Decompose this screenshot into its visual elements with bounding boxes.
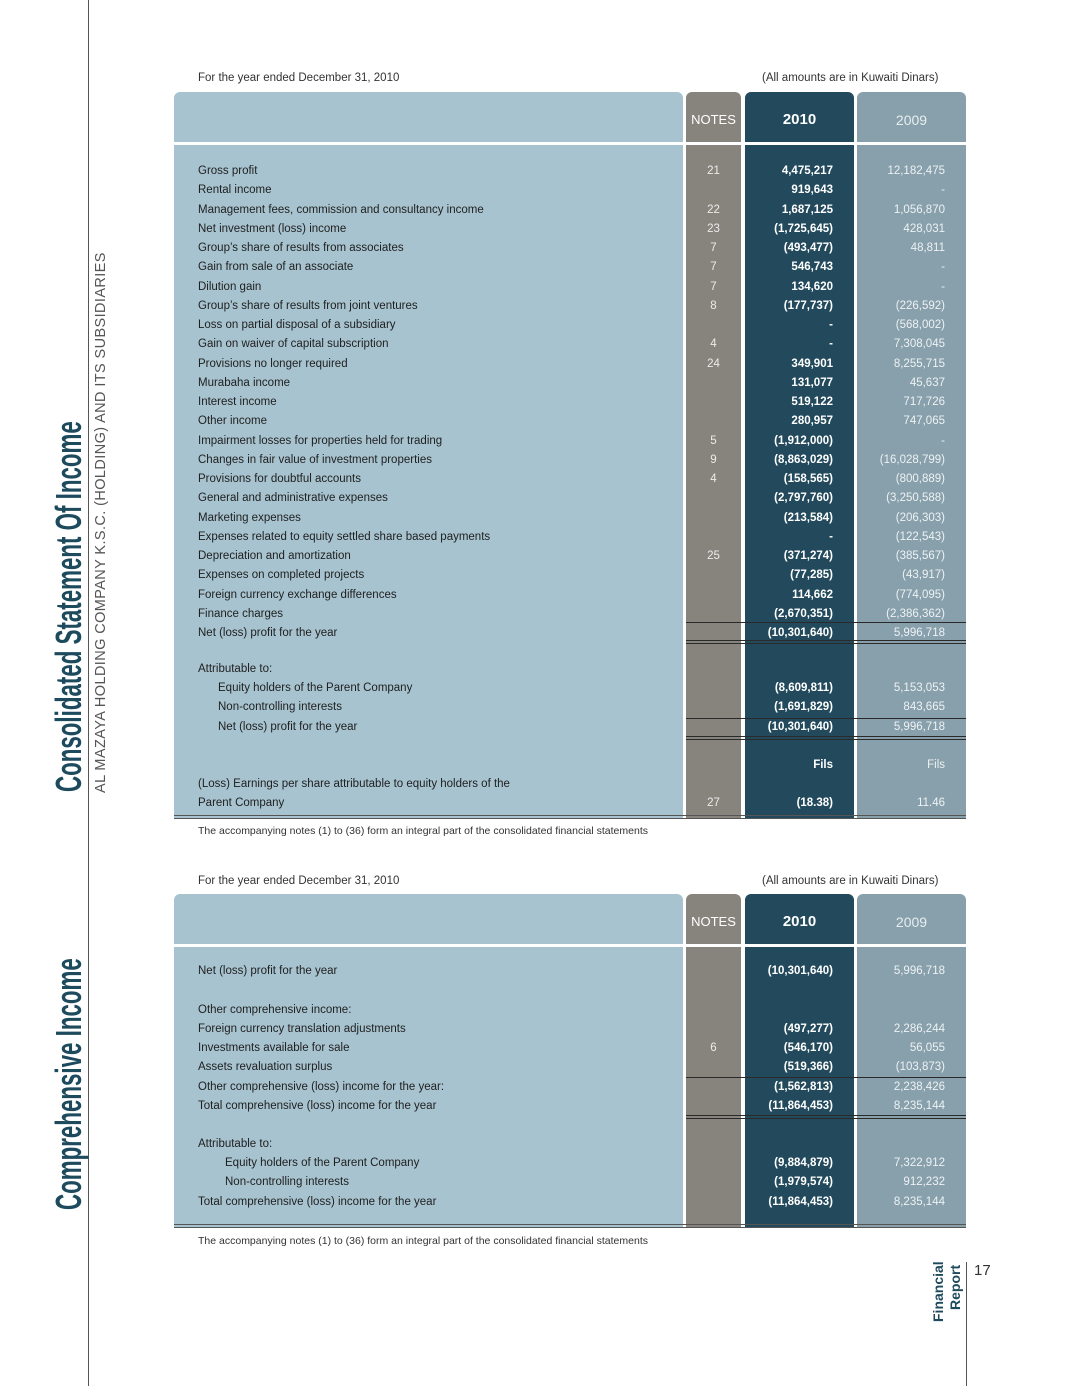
value-2009: (800,889) [895, 473, 945, 485]
value-2010: 519,122 [791, 396, 833, 408]
table-row [174, 258, 966, 277]
company-name: AL MAZAYA HOLDING COMPANY K.S.C. (HOLDING) AND ITS SUBSIDIARIES [93, 252, 109, 793]
statement-title: Consolidated Statement Of Income [48, 421, 89, 792]
total-double-rule [686, 640, 966, 644]
table-row [174, 547, 966, 566]
row-label: Gross profit [198, 165, 258, 177]
row-label: Net (loss) profit for the year [218, 720, 358, 733]
value-2010: - [829, 319, 833, 331]
attributable-label: Attributable to: [198, 1138, 273, 1150]
row-note: 5 [710, 434, 717, 447]
income-statement-table [174, 92, 966, 819]
eps-note: 27 [707, 797, 720, 809]
table-row [174, 1058, 966, 1077]
row-label: General and administrative expenses [198, 492, 388, 505]
value-2009: - [941, 261, 945, 274]
value-2009: 56,055 [909, 1042, 945, 1055]
value-2010: (519,366) [783, 1061, 833, 1074]
net-profit-2010: (10,301,640) [767, 965, 833, 977]
comprehensive-title: Comprehensive Income [48, 958, 89, 1210]
table-row [174, 1001, 966, 1020]
value-2009: (385,567) [895, 550, 945, 562]
table-row [174, 660, 966, 679]
value-2010: (1,979,574) [774, 1176, 833, 1189]
table-row [174, 1193, 966, 1212]
value-2010: (11,864,453) [768, 1195, 833, 1208]
table-row [174, 1020, 966, 1039]
row-label: Net investment (loss) income [198, 222, 347, 235]
table-row [174, 432, 966, 451]
value-2010: - [829, 530, 833, 543]
value-2009: 8,255,715 [893, 357, 945, 370]
row-note: 23 [707, 222, 720, 235]
table-row [174, 586, 966, 605]
value-2010: 134,620 [791, 280, 833, 293]
value-2009: 7,308,045 [893, 338, 945, 351]
financial-label: Financial [930, 1261, 946, 1322]
header-separator [174, 944, 966, 947]
row-label: Investments available for sale [198, 1042, 350, 1055]
row-label: Gain from sale of an associate [198, 261, 354, 274]
eps-2010: (18.38) [796, 797, 833, 809]
income-currency-note: (All amounts are in Kuwaiti Dinars) [762, 72, 939, 84]
footer-divider [966, 1262, 967, 1386]
row-note: 4 [710, 473, 717, 485]
table-row [174, 509, 966, 528]
value-2010: (8,863,029) [774, 453, 833, 466]
value-2009: (43,917) [902, 569, 945, 582]
year-2010-header: 2010 [782, 111, 817, 128]
row-note: 7 [710, 261, 717, 274]
row-label: Provisions for doubtful accounts [198, 473, 362, 485]
value-2010: (158,565) [783, 473, 833, 485]
value-2009: 747,065 [903, 415, 945, 428]
table-row [174, 220, 966, 239]
value-2009: 1,056,870 [893, 203, 945, 216]
value-2009: (16,028,799) [879, 453, 945, 466]
table-row [174, 679, 966, 698]
row-note: 25 [707, 550, 720, 562]
row-note: 24 [707, 357, 720, 370]
table-row [174, 470, 966, 489]
row-label: Loss on partial disposal of a subsidiary [198, 319, 396, 331]
header-separator [174, 142, 966, 145]
comprehensive-period: For the year ended December 31, 2010 [198, 875, 400, 887]
comprehensive-currency-note: (All amounts are in Kuwaiti Dinars) [762, 875, 939, 887]
value-2009: 45,637 [909, 376, 945, 389]
subtotal-rule [686, 622, 966, 623]
table-row [174, 566, 966, 585]
row-label: Equity holders of the Parent Company [225, 1157, 420, 1169]
value-2010: (1,912,000) [774, 434, 833, 447]
notes-header: NOTES [691, 914, 736, 929]
value-2010: (8,609,811) [774, 682, 833, 694]
row-note: 7 [710, 280, 717, 293]
table-row [174, 1154, 966, 1173]
table-row [174, 718, 966, 737]
row-label: Foreign currency translation adjustments [198, 1023, 406, 1035]
value-2010: 1,687,125 [781, 203, 833, 216]
table-row [174, 605, 966, 624]
value-2010: (77,285) [790, 569, 833, 582]
value-2009: 5,996,718 [893, 720, 945, 733]
value-2010: 349,901 [791, 357, 833, 370]
value-2009: 48,811 [910, 242, 945, 254]
table-row [174, 489, 966, 508]
value-2010: 280,957 [791, 415, 833, 428]
table-row [174, 297, 966, 316]
table-row [174, 756, 966, 775]
row-label: Group’s share of results from associates [198, 242, 404, 254]
table-row [174, 451, 966, 470]
table-row [174, 393, 966, 412]
value-2010: (1,725,645) [774, 222, 833, 235]
table-bottom-rule [174, 1224, 966, 1228]
table-row [174, 335, 966, 354]
value-2010: (1,562,813) [774, 1080, 833, 1093]
fils-2009-label: Fils [927, 759, 945, 771]
table-bottom-rule [174, 815, 966, 819]
table-row [174, 278, 966, 297]
income-footnote: The accompanying notes (1) to (36) form an integral part of the consolidated financial statements [198, 825, 648, 837]
row-label: Total comprehensive (loss) income for the year [198, 1099, 437, 1112]
row-label: Group’s share of results from joint ventures [198, 299, 418, 312]
table-row [174, 1135, 966, 1154]
table-row [174, 181, 966, 200]
financial-report-label [928, 1262, 966, 1322]
value-2010: (1,691,829) [774, 701, 833, 714]
row-note: 22 [707, 203, 720, 216]
row-label: Foreign currency exchange differences [198, 588, 397, 601]
value-2010: (2,797,760) [774, 492, 833, 505]
value-2010: (213,584) [783, 511, 833, 524]
value-2010: (177,737) [783, 299, 833, 312]
table-row [174, 775, 966, 794]
value-2010: (546,170) [783, 1042, 833, 1055]
value-2009: (774,095) [895, 588, 945, 601]
row-label: Equity holders of the Parent Company [218, 682, 413, 694]
row-label: Dilution gain [198, 280, 262, 293]
value-2010: (11,864,453) [768, 1099, 833, 1112]
value-2009: 428,031 [903, 222, 945, 235]
total-double-rule [686, 1115, 966, 1119]
value-2009: - [941, 280, 945, 293]
value-2009: (568,002) [895, 319, 945, 331]
row-label: Impairment losses for properties held for trading [198, 434, 443, 447]
table-row [174, 1039, 966, 1058]
value-2009: (2,386,362) [886, 607, 945, 620]
table-row [174, 201, 966, 220]
value-2009: 2,286,244 [893, 1023, 945, 1035]
row-label: Total comprehensive (loss) income for the year [198, 1195, 437, 1208]
value-2010: 114,662 [792, 588, 833, 601]
year-2009-header: 2009 [895, 914, 928, 930]
value-2009: 717,726 [903, 396, 945, 408]
eps-label-line-2: Parent Company [198, 797, 285, 809]
row-label: Interest income [198, 396, 277, 408]
value-2009: (206,303) [895, 511, 945, 524]
row-label: Non-controlling interests [218, 701, 343, 714]
value-2009: 5,153,053 [893, 682, 945, 694]
table-row [174, 528, 966, 547]
value-2010: (10,301,640) [767, 720, 833, 733]
row-note: 6 [710, 1042, 717, 1055]
table-row [174, 1078, 966, 1097]
row-label: Assets revaluation surplus [198, 1061, 333, 1074]
value-2010: 546,743 [791, 261, 833, 274]
value-2010: (497,277) [783, 1023, 833, 1035]
table-row [174, 355, 966, 374]
comprehensive-footnote: The accompanying notes (1) to (36) form an integral part of the consolidated financial statements [198, 1235, 648, 1247]
value-2009: 12,182,475 [887, 165, 945, 177]
notes-header: NOTES [691, 112, 736, 127]
row-label: Rental income [198, 184, 272, 197]
income-period: For the year ended December 31, 2010 [198, 72, 400, 84]
value-2009: - [941, 184, 945, 197]
report-label: Report [947, 1264, 963, 1310]
row-label: Gain on waiver of capital subscription [198, 338, 389, 351]
row-label: Changes in fair value of investment properties [198, 453, 432, 466]
row-note: 8 [710, 299, 717, 312]
value-2010: - [829, 338, 833, 351]
row-label: Other income [198, 415, 268, 428]
value-2010: (10,301,640) [767, 627, 833, 639]
value-2010: (493,477) [783, 242, 833, 254]
table-row [174, 162, 966, 181]
value-2009: 912,232 [903, 1176, 945, 1189]
value-2009: (3,250,588) [886, 492, 945, 505]
value-2010: (2,670,351) [774, 607, 833, 620]
table-row [174, 239, 966, 258]
eps-label-line-1: (Loss) Earnings per share attributable to equity holders of the [198, 778, 510, 790]
row-label: Net (loss) profit for the year [198, 627, 338, 639]
page-number: 17 [974, 1262, 991, 1279]
value-2010: (9,884,879) [774, 1157, 833, 1169]
value-2009: 7,322,912 [893, 1157, 945, 1169]
value-2010: 4,475,217 [781, 165, 833, 177]
row-label: Management fees, commission and consultancy income [198, 203, 484, 216]
value-2009: 8,235,144 [893, 1195, 945, 1208]
row-label: Marketing expenses [198, 511, 301, 524]
row-label: Murabaha income [198, 376, 291, 389]
table-row [174, 962, 966, 981]
attributable-label: Attributable to: [198, 663, 273, 675]
value-2009: 5,996,718 [893, 627, 945, 639]
value-2009: (226,592) [895, 299, 945, 312]
table-row [174, 794, 966, 813]
value-2009: - [941, 434, 945, 447]
value-2010: 131,077 [791, 376, 833, 389]
row-label: Expenses related to equity settled share based payments [198, 530, 491, 543]
year-2010-header: 2010 [782, 913, 817, 930]
eps-2009: 11.46 [917, 797, 945, 809]
row-note: 21 [707, 165, 720, 177]
net-profit-label: Net (loss) profit for the year [198, 965, 338, 977]
row-label: Other comprehensive (loss) income for the year: [198, 1080, 445, 1093]
row-label: Provisions no longer required [198, 357, 348, 370]
value-2010: 919,643 [791, 184, 833, 197]
row-label: Non-controlling interests [225, 1176, 350, 1189]
table-row [174, 412, 966, 431]
value-2010: (371,274) [783, 550, 833, 562]
subtotal-rule [686, 718, 966, 719]
comprehensive-income-table [174, 894, 966, 1228]
table-row [174, 374, 966, 393]
row-note: 4 [710, 338, 717, 351]
total-double-rule [686, 736, 966, 740]
net-profit-2009: 5,996,718 [893, 965, 945, 977]
row-note: 7 [710, 242, 717, 254]
value-2009: (103,873) [895, 1061, 945, 1074]
value-2009: 8,235,144 [893, 1099, 945, 1112]
value-2009: (122,543) [895, 530, 945, 543]
row-label: Expenses on completed projects [198, 569, 365, 582]
value-2009: 843,665 [903, 701, 945, 714]
row-label: Depreciation and amortization [198, 550, 351, 562]
table-row [174, 1173, 966, 1192]
table-row [174, 698, 966, 717]
oci-heading: Other comprehensive income: [198, 1004, 352, 1016]
row-note: 9 [710, 453, 717, 466]
row-label: Finance charges [198, 607, 284, 620]
table-row [174, 1097, 966, 1116]
value-2009: 2,238,426 [893, 1080, 945, 1093]
table-row [174, 316, 966, 335]
subtotal-rule [686, 1077, 966, 1078]
fils-2010-label: Fils [813, 759, 833, 771]
year-2009-header: 2009 [895, 112, 928, 128]
